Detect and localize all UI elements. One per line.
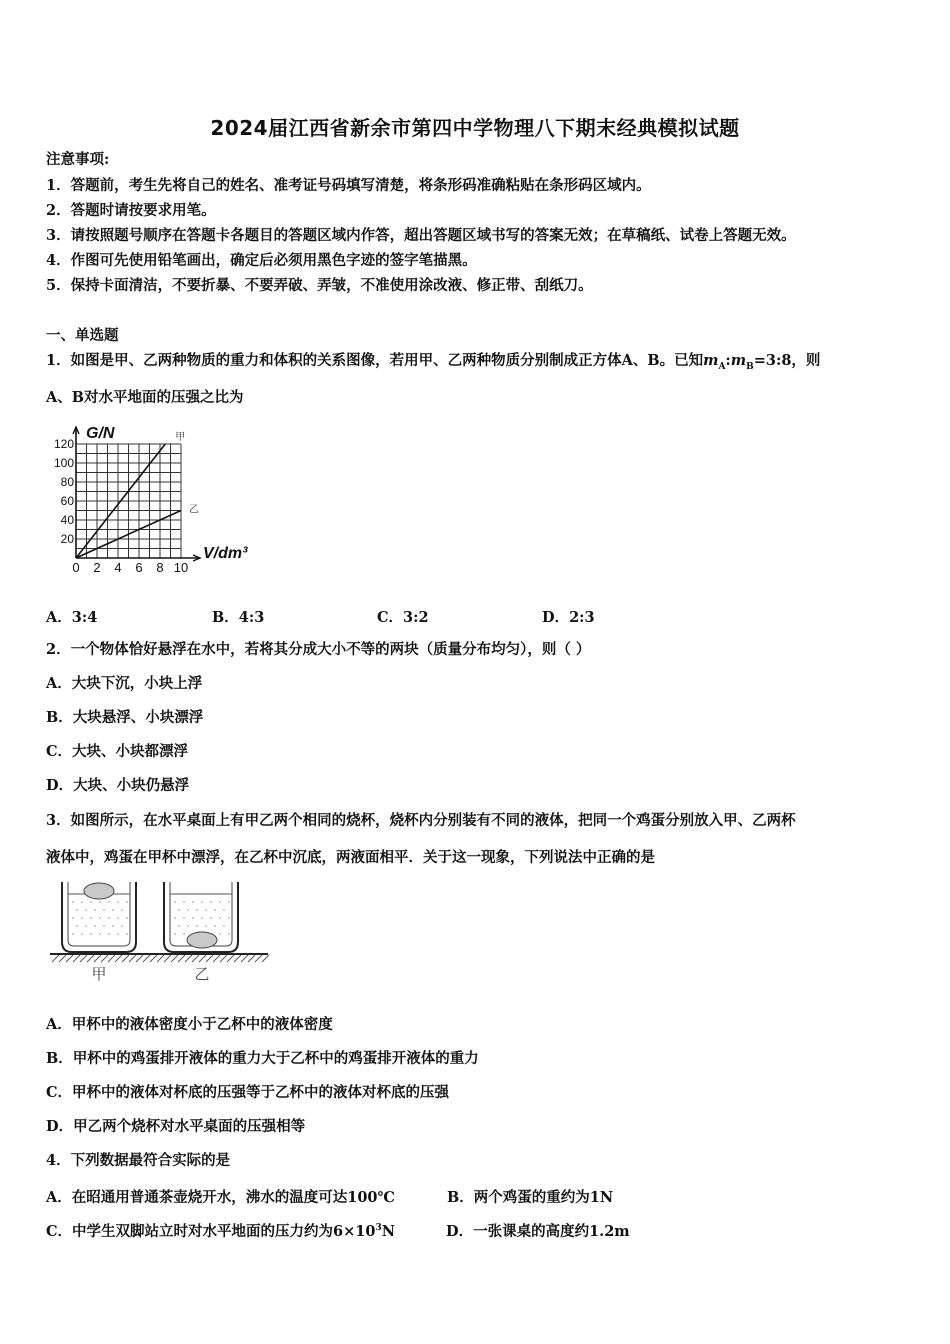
liquid-dot [205,925,207,927]
y-tick-label: 60 [60,494,74,508]
liquid-dot [214,925,216,927]
option-c-text: C．中学生双脚站立时对水平地面的压力约为6×10 [46,1223,376,1240]
option-b[interactable]: B．甲杯中的鸡蛋排开液体的重力大于乙杯中的鸡蛋排开液体的重力 [46,1050,479,1067]
option-d[interactable]: D．2:3 [542,609,595,626]
liquid-dot [126,933,128,935]
liquid-dot [228,917,230,919]
y-tick-label: 120 [53,437,74,451]
question-2-stem: 2．一个物体恰好悬浮在水中，若将其分成大小不等的两块（质量分布均匀），则（ ） [46,641,591,658]
liquid-dot [228,933,230,935]
liquid-dot [121,909,123,911]
x-axis-title: V/dm³ [203,545,248,562]
hatch-line [185,955,192,962]
x-tick-label: 6 [135,560,143,575]
option-d[interactable]: D．一张课桌的高度约1.2m [446,1223,630,1240]
hatch-line [199,955,206,962]
liquid-dot [76,909,78,911]
liquid-dot [117,933,119,935]
section-heading: 一、单选题 [46,327,119,344]
liquid-dot [112,909,114,911]
hatch-line [150,955,157,962]
chart-labels [54,425,248,575]
liquid-dot [183,917,185,919]
hatch-line [248,955,255,962]
liquid-dot [219,933,221,935]
liquid-dot [178,925,180,927]
liquid-dot [108,917,110,919]
beaker-yi [164,882,238,952]
beakers-figure [46,878,276,986]
liquid-dot [76,925,78,927]
liquid-dot [72,933,74,935]
liquid-dot [117,901,119,903]
note-item: 3．请按照题号顺序在答题卡各题目的答题区域内作答，超出答题区域书写的答案无效；在草稿纸、试卷上答题无效。 [46,227,796,244]
liquid-dot [192,901,194,903]
liquid-dot [85,925,87,927]
subscript-a: A [718,361,726,372]
question-3-stem: 3．如图所示，在水平桌面上有甲乙两个相同的烧杯，烧杯内分别装有不同的液体，把同一个鸡蛋分别放入甲、乙两杯 [46,812,796,829]
liquid-dot [99,901,101,903]
x-tick-label: 4 [114,560,122,575]
note-item: 2．答题时请按要求用笔。 [46,202,216,219]
subscript-b: B [746,361,754,372]
ratio-value: =3:8，则 [753,352,821,369]
liquid-dot [72,901,74,903]
liquid-dot [196,909,198,911]
hatch-line [129,955,136,962]
beaker-jia [62,882,136,952]
liquid-dot [81,933,83,935]
mass-symbol-a: m [703,352,719,369]
liquid-dot [108,901,110,903]
hatch-line [80,955,87,962]
liquid-dot [81,917,83,919]
liquid-dot [99,917,101,919]
question-1-stem [46,351,820,377]
option-a[interactable]: A．甲杯中的液体密度小于乙杯中的液体密度 [46,1016,333,1033]
liquid-dot [174,901,176,903]
liquid-dot [223,909,225,911]
note-item: 1．答题前，考生先将自己的姓名、准考证号码填写清楚，将条形码准确粘贴在条形码区域内。 [46,177,651,194]
hatch-line [206,955,213,962]
series-label: 甲 [175,432,186,443]
liquid-dot [121,925,123,927]
option-d[interactable]: D．甲乙两个烧杯对水平桌面的压强相等 [46,1118,306,1135]
option-a[interactable]: A．3:4 [46,609,98,626]
hatch-line [262,955,269,962]
liquid-dot [178,909,180,911]
hatch-line [87,955,94,962]
y-tick-label: 100 [53,456,74,470]
liquid-dot [174,917,176,919]
hatch-line [192,955,199,962]
liquid-dot [94,909,96,911]
hatch-line [136,955,143,962]
hatch-line [108,955,115,962]
liquid-dot [174,933,176,935]
mass-symbol-b: m [730,352,747,369]
liquid-dot [205,909,207,911]
liquid-dot [201,901,203,903]
option-b[interactable]: B．大块悬浮、小块漂浮 [46,709,204,726]
hatch-line [157,955,164,962]
liquid-dot [72,917,74,919]
question-4-stem: 4．下列数据最符合实际的是 [46,1152,231,1169]
liquid-dot [112,925,114,927]
option-a[interactable]: A．大块下沉，小块上浮 [46,675,203,692]
hatch-line [213,955,220,962]
y-tick-label: 40 [60,513,74,527]
question-1-stem-line2: A、B对水平地面的压强之比为 [46,389,244,406]
liquid-dot [192,917,194,919]
x-tick-label: 0 [72,560,80,575]
liquid-dot [90,901,92,903]
liquid-dot [210,901,212,903]
hatch-line [52,955,59,962]
liquid-dot [183,901,185,903]
liquid-dot [90,933,92,935]
liquid-dot [210,917,212,919]
liquid-dot [117,917,119,919]
question-1-text: 1．如图是甲、乙两种物质的重力和体积的关系图像，若用甲、乙两种物质分别制成正方体A、B。已知 [46,352,704,369]
notes-heading: 注意事项: [46,151,110,168]
series-label: 乙 [189,504,199,516]
hatch-line [164,955,171,962]
egg [187,932,217,948]
option-c-unit: N [381,1223,395,1240]
liquid-dot [223,925,225,927]
table-hatching [52,955,269,962]
question-3-stem-line2: 液体中，鸡蛋在甲杯中漂浮，在乙杯中沉底，两液面相平．关于这一现象，下列说法中正确的是 [46,849,655,866]
liquid-dot [214,909,216,911]
hatch-line [66,955,73,962]
option-d[interactable]: D．大块、小块仍悬浮 [46,777,190,794]
y-axis-title: G/N [86,425,115,442]
option-c[interactable] [46,1220,395,1241]
liquid-dot [126,901,128,903]
hatch-line [241,955,248,962]
liquid-dot [183,933,185,935]
option-c[interactable]: C．大块、小块都漂浮 [46,743,189,760]
liquid-dot [126,917,128,919]
option-c-exponent: 3 [375,1223,382,1234]
liquid-dot [187,909,189,911]
hatch-line [234,955,241,962]
hatch-line [101,955,108,962]
liquid-dot [201,917,203,919]
liquid-dot [85,909,87,911]
liquid-dot [99,933,101,935]
hatch-line [171,955,178,962]
hatch-line [220,955,227,962]
y-tick-label: 20 [60,532,74,546]
option-b[interactable]: B．4:3 [212,609,265,626]
hatch-line [122,955,129,962]
liquid-dot [228,901,230,903]
hatch-line [115,955,122,962]
page-title: 2024届江西省新余市第四中学物理八下期末经典模拟试题 [210,116,740,140]
hatch-line [94,955,101,962]
hatch-line [59,955,66,962]
egg [84,883,114,899]
option-c[interactable]: C．3:2 [377,609,429,626]
hatch-line [227,955,234,962]
x-tick-label: 2 [93,560,101,575]
liquid-dot [108,933,110,935]
x-tick-label: 10 [173,560,189,575]
note-item: 4．作图可先使用铅笔画出，确定后必须用黑色字迹的签字笔描黑。 [46,252,477,269]
liquid-dot [103,909,105,911]
gravity-volume-chart [44,418,274,590]
liquid-dot [187,925,189,927]
hatch-line [143,955,150,962]
liquid-dot [103,925,105,927]
hatch-line [255,955,262,962]
hatch-line [178,955,185,962]
liquid-dot [196,925,198,927]
chart-grid [76,444,181,558]
liquid-dot [90,917,92,919]
option-c[interactable]: C．甲杯中的液体对杯底的压强等于乙杯中的液体对杯底的压强 [46,1084,450,1101]
option-a[interactable]: A．在昭通用普通茶壶烧开水，沸水的温度可达100℃ [46,1189,395,1206]
ratio-colon: : [725,352,731,369]
x-tick-label: 8 [156,560,164,575]
note-item: 5．保持卡面清洁，不要折暴、不要弄破、弄皱，不准使用涂改液、修正带、刮纸刀。 [46,277,593,294]
hatch-line [73,955,80,962]
option-b[interactable]: B．两个鸡蛋的重约为1N [447,1189,614,1206]
liquid-dot [81,901,83,903]
label-jia: 甲 [91,966,107,983]
liquid-dot [94,925,96,927]
y-tick-label: 80 [60,475,74,489]
liquid-dot [219,901,221,903]
label-yi: 乙 [194,966,210,983]
liquid-dot [219,917,221,919]
